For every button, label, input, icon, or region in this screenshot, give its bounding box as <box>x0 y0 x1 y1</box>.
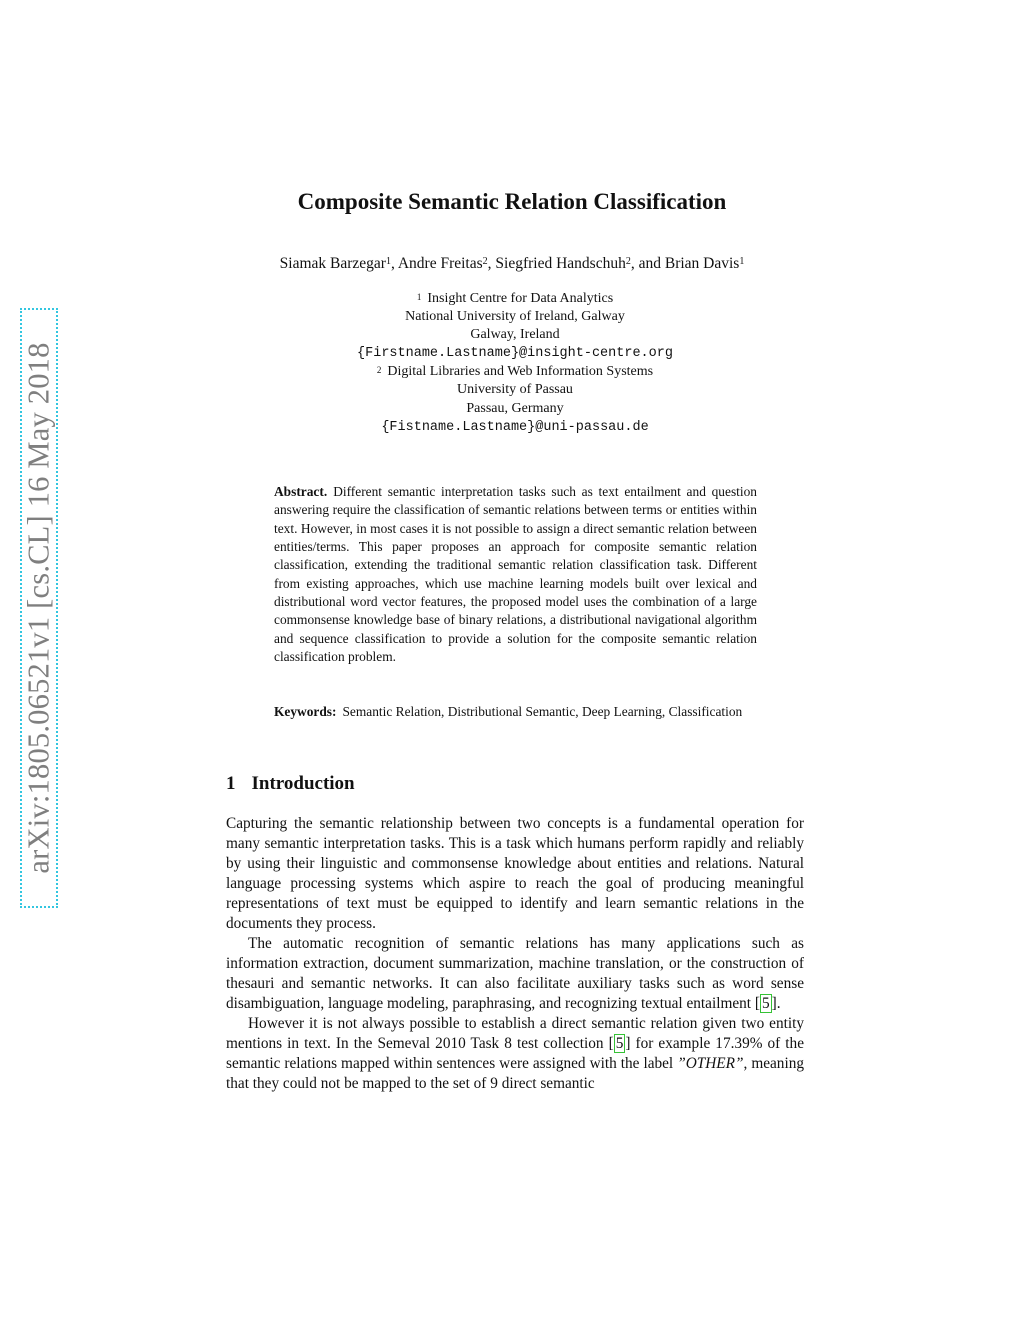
keywords <box>274 703 757 721</box>
author-affiliation-mark: 2 <box>625 256 631 267</box>
author-separator: , and <box>630 255 665 272</box>
affiliation-line: National University of Ireland, Galway <box>405 309 625 324</box>
affiliation-line: Passau, Germany <box>466 401 564 416</box>
paragraph-text: However it is not always possible to establish a direct semantic relation given two entity mentions in text. In the Semeval 2010 Task 8 test collection [ <box>226 1015 804 1052</box>
author-affiliation-mark: 1 <box>739 256 745 267</box>
abstract <box>274 483 757 666</box>
author-affiliation-mark: 1 <box>385 256 391 267</box>
affiliation-line <box>0 290 1024 308</box>
author-affiliation-mark: 2 <box>482 256 488 267</box>
author-name: Andre Freitas <box>397 255 483 272</box>
section-heading <box>226 772 355 796</box>
body-paragraph <box>226 934 804 1014</box>
section-body <box>226 814 804 1094</box>
arxiv-identifier: arXiv:1805.06521v1 [cs.CL] 16 May 2018 <box>21 342 56 874</box>
body-paragraph <box>226 1014 804 1094</box>
author-name: Siegfried Handschuh <box>495 255 626 272</box>
citation-link[interactable]: 5 <box>761 995 770 1012</box>
affiliation-email: {Firstname.Lastname}@insight-centre.org <box>357 346 673 361</box>
author-name: Brian Davis <box>664 255 740 272</box>
abstract-label: Abstract. <box>274 484 328 499</box>
paragraph-text: ] for example 17.39% of the semantic relations mapped within sentences were assigned with the label <box>226 1035 804 1072</box>
affiliation-email: {Fistname.Lastname}@uni-passau.de <box>381 420 649 435</box>
author-name: Siamak Barzegar <box>279 255 386 272</box>
keywords-label: Keywords: <box>274 704 337 719</box>
author-list <box>0 254 1024 274</box>
section-title: Introduction <box>251 773 355 794</box>
abstract-text: Different semantic interpretation tasks such as text entailment and question answering require the classification of semantic relations between terms or entities within text. However, in most cases it is not possible to assign a direct semantic relation between entities/terms. This paper proposes an approach for composite semantic relation classification, extending the traditional semantic relation classification task. Different from existing approaches, which use machine learning models built over lexical and distributional word vector features, the proposed model uses the combination of a large commonsense knowledge base of binary relations, a distributional navigational algorithm and sequence classification to provide a solution for the composite semantic relation classification problem. <box>274 484 757 665</box>
affiliation-number: 1 <box>416 292 422 302</box>
paragraph-text: , meaning that they could not be mapped to the set of 9 direct semantic <box>226 1055 804 1092</box>
affiliation-text: Insight Centre for Data Analytics <box>427 291 614 306</box>
emphasis-label: ”OTHER” <box>677 1055 744 1072</box>
paragraph-text: The automatic recognition of semantic relations has many applications such as information extraction, document summarization, machine translation, or the construction of thesauri and semantic networks. It can also facilitate auxiliary tasks such as word sense disambiguation, language modeling, paraphrasing, and recognizing textual entailment [ <box>226 935 804 1012</box>
affiliation-line: University of Passau <box>457 382 573 397</box>
citation-link[interactable]: 5 <box>615 1035 624 1052</box>
section-number: 1 <box>226 773 236 794</box>
keywords-text: Semantic Relation, Distributional Semantic, Deep Learning, Classification <box>342 704 743 719</box>
affiliation-number: 2 <box>376 365 382 375</box>
author-separator: , <box>487 255 496 272</box>
paragraph-text: ]. <box>771 995 781 1012</box>
author-separator: , <box>390 255 398 272</box>
affiliation-line <box>0 363 1024 381</box>
affiliation-text: Digital Libraries and Web Information Systems <box>387 364 654 379</box>
affiliation-line: Galway, Ireland <box>470 327 560 342</box>
body-paragraph: Capturing the semantic relationship between two concepts is a fundamental operation for many semantic interpretation tasks. This is a task which humans perform rapidly and reliably by using their linguistic and commonsense knowledge about entities and relations. Natural language processing systems which aspire to reach the goal of producing meaningful representations of text must be equipped to identify and learn semantic relations in the documents they process. <box>226 815 804 932</box>
paper-title: Composite Semantic Relation Classification <box>297 189 727 214</box>
